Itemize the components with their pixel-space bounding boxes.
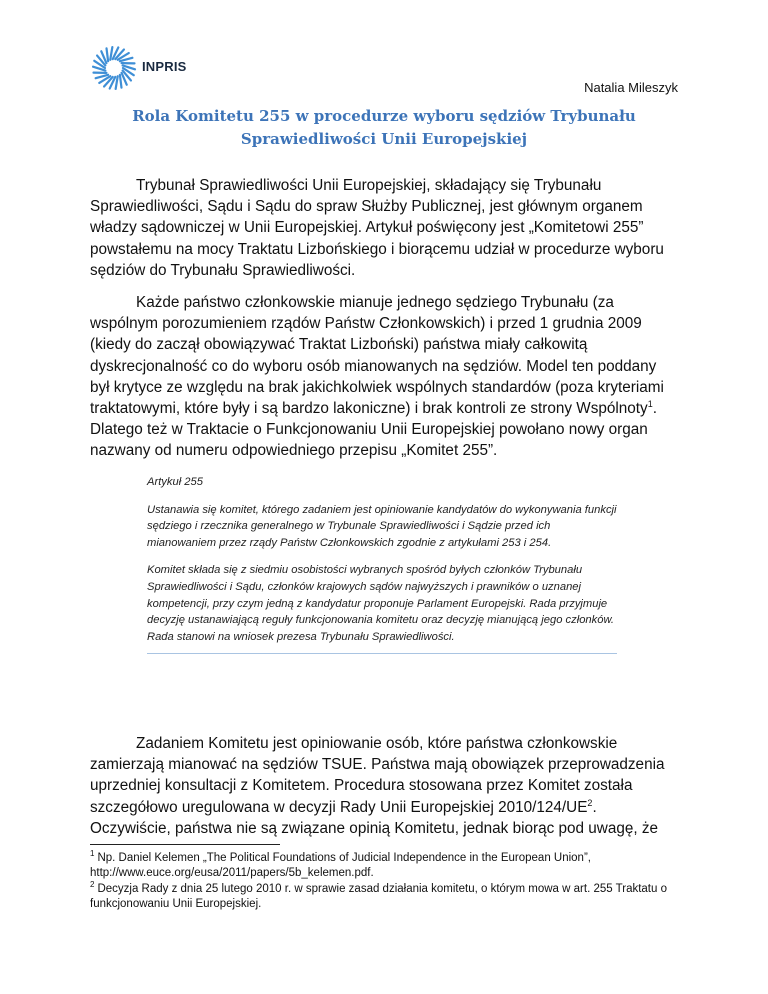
footnote-2-mark: 2 bbox=[90, 879, 95, 889]
title-line-1: Rola Komitetu 255 w procedurze wyboru sędziów Trybunału bbox=[132, 107, 636, 125]
logo-text: INPRIS bbox=[142, 59, 187, 74]
paragraph-3-text: Zadaniem Komitetu jest opiniowanie osób, które państwa członkowskie zamierzają mianować na sędziów TSUE. Państwa mają obowiązek przeprowadzenia uprzedniej konsultacji z Komitetem. Procedura stosowana przez Komitet została szczegółowo uregulowana w decyzji Rady Unii Europejskiej 2010/124/UE bbox=[90, 735, 665, 816]
inpris-burst-logo-icon bbox=[90, 44, 138, 92]
footnote-1-mark: 1 bbox=[90, 849, 95, 859]
logo-ray bbox=[116, 76, 118, 89]
footnote-ref-1[interactable]: 1 bbox=[647, 398, 653, 409]
paragraph-2-text: Każde państwo członkowskie mianuje jednego sędziego Trybunału (za wspólnym porozumieniem rządów Państw Członkowskich) i przed 1 grudnia 2009 (kiedy do zaczął obowiązywać Traktat Lizboński) państwa miały całkowitą dyskrecjonalność co do wyboru osób mianowanych na sędziów. Model ten poddany był krytyce ze względu na brak jakichkolwiek wspólnych standardów (poza kryteriami traktatowymi, które były i są bardzo lakoniczne) i brak kontroli ze strony Wspólnoty bbox=[90, 294, 664, 418]
logo-ray bbox=[107, 48, 109, 61]
quote-paragraph-2: Komitet składa się z siedmiu osobistości wybranych spośród byłych członków Trybunału Sprawiedliwości i Sądu, członków krajowych sądów najwyższych i prawników o uznanej kompetencji, przy czym jedną z kandydatur proponuje Parlament Europejski. Rada przyjmuje decyzję ustanawiającą reguły funkcjonowania komitetu oraz decyzję mianującą jego członków. Rada stanowi na wniosek prezesa Trybunału Sprawiedliwości. bbox=[147, 564, 615, 643]
footnote-1-text: Np. Daniel Kelemen „The Political Foundations of Judicial Independence in the European Union”, http://www.euce.org/eusa/2011/papers/5b_kelemen.pdf. bbox=[90, 852, 591, 880]
paragraph-1 bbox=[90, 175, 680, 281]
paragraph-1-text: Trybunał Sprawiedliwości Unii Europejskiej, składający się Trybunału Sprawiedliwości, Sądu i Sądu do spraw Służby Publicznej, jest głównym organem władzy sądowniczej w Unii Europejskiej. Artykuł poświęcony jest „Komitetowi 255” powstałemu na mocy Traktatu Lizbońskiego i biorącemu udział w procedurze wyboru sędziów do Trybunału Sprawiedliwości. bbox=[90, 177, 664, 279]
paragraph-2 bbox=[90, 292, 680, 462]
footnote-ref-2[interactable]: 2 bbox=[587, 797, 593, 808]
paragraph-3-text-end: . Oczywiście, państwa nie są związane opinią Komitetu, jednak biorąc pod uwagę, że bbox=[90, 798, 658, 837]
inpris-logo bbox=[90, 44, 210, 92]
article-quote bbox=[147, 474, 617, 654]
footnote-divider bbox=[90, 844, 280, 845]
logo-ray bbox=[110, 47, 112, 60]
logo-ray bbox=[120, 75, 122, 88]
footnotes bbox=[90, 851, 690, 913]
paragraph-3 bbox=[90, 733, 680, 839]
paragraph-2-text-end: . Dlatego też w Traktacie o Funkcjonowaniu Unii Europejskiej powołano nowy organ nazwany od numeru odpowiedniego przepisu „Komitet 255”. bbox=[90, 400, 657, 460]
quote-heading: Artykuł 255 bbox=[147, 476, 203, 488]
author-name: Natalia Mileszyk bbox=[584, 80, 678, 95]
footnote-1 bbox=[90, 851, 690, 882]
document-title bbox=[90, 105, 678, 151]
title-line-2: Sprawiedliwości Unii Europejskiej bbox=[240, 130, 528, 148]
footnote-2 bbox=[90, 879, 690, 913]
footnote-2-text: Decyzja Rady z dnia 25 lutego 2010 r. w sprawie zasad działania komitetu, o którym mowa w art. 255 Traktatu o funkcjonowaniu Unii Europejskiej. bbox=[90, 882, 667, 911]
quote-paragraph-1: Ustanawia się komitet, którego zadaniem jest opiniowanie kandydatów do wykonywania funkcji sędziego i rzecznika generalnego w Trybunale Sprawiedliwości i Sądzie przed ich mianowaniem przez rządy Państw Członkowskich zgodnie z artykułami 253 i 254. bbox=[147, 503, 617, 549]
